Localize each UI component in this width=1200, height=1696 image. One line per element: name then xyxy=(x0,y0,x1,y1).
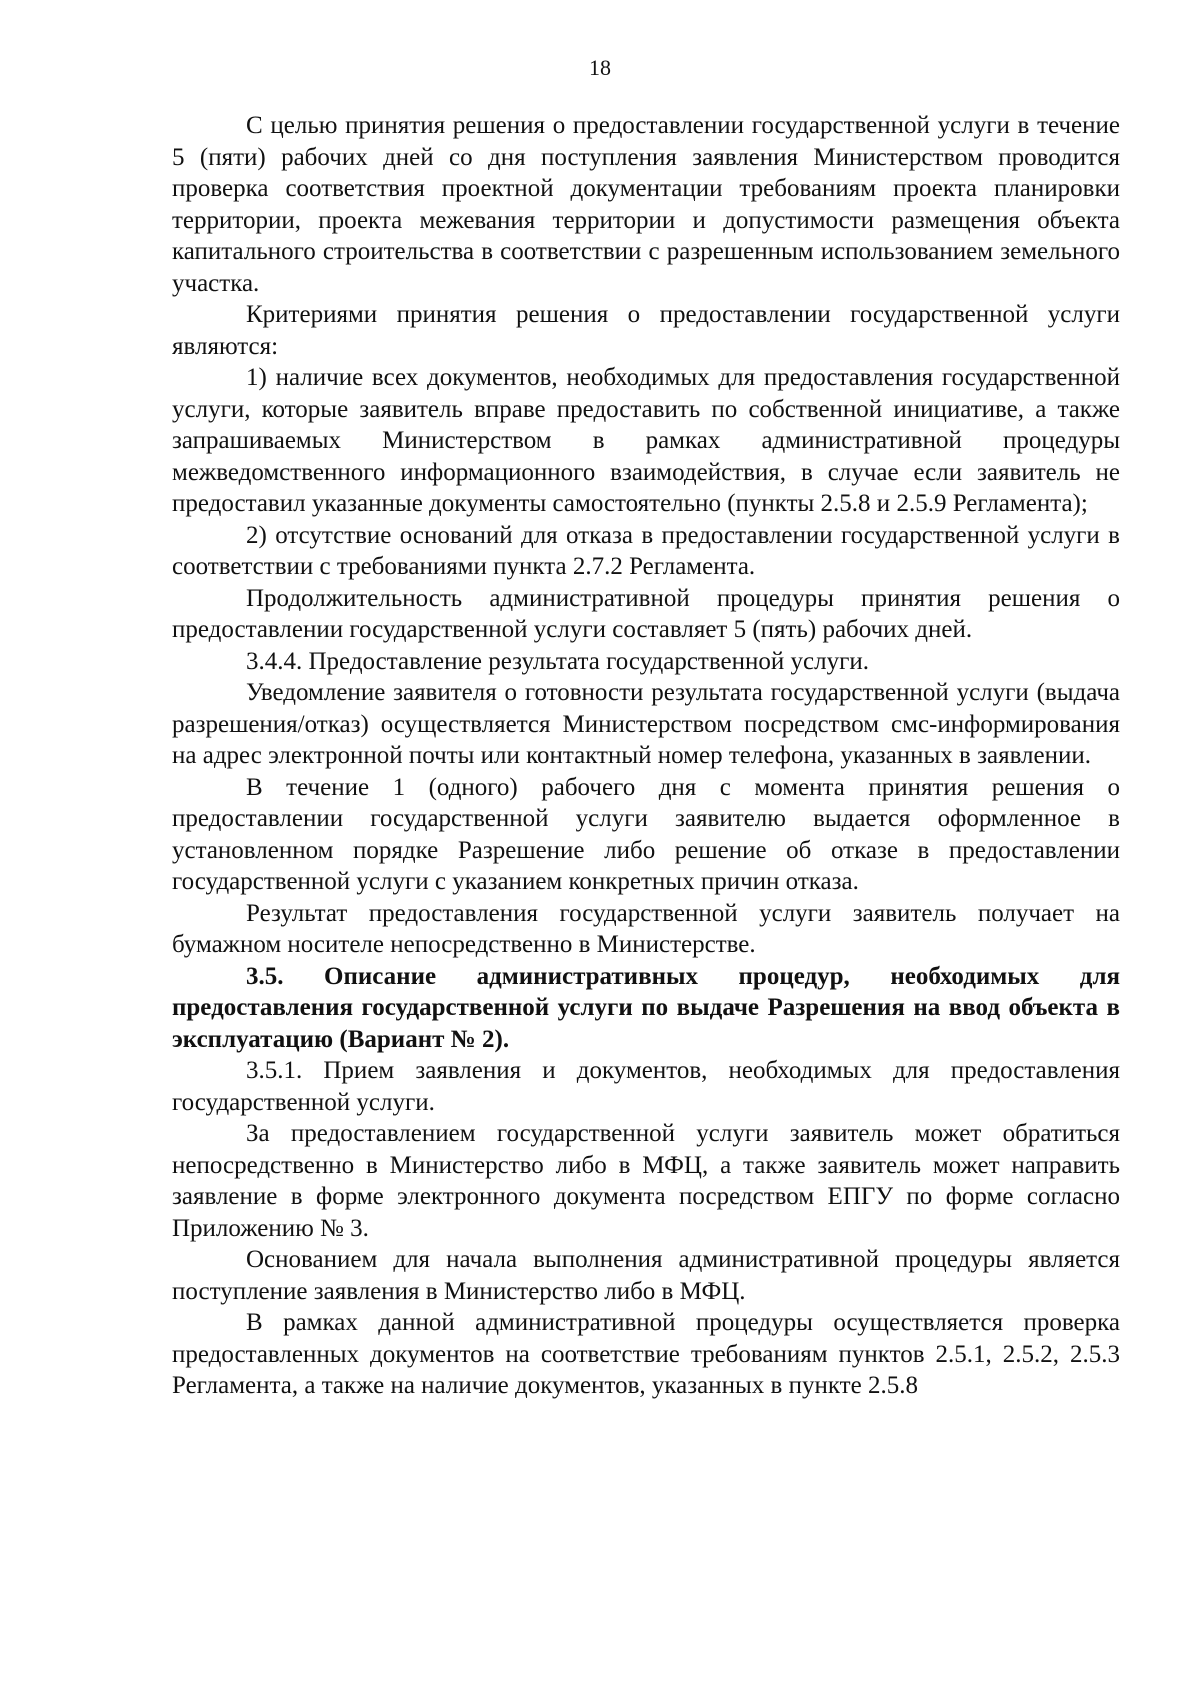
paragraph: Уведомление заявителя о готовности результата государственной услуги (выдача разрешения/отказ) осуществляется Министерством посредством смс-информирования на адрес электронной почты или контактный номер телефона, указанных в заявлении. xyxy=(172,679,1120,769)
paragraph: В рамках данной административной процедуры осуществляется проверка предоставленных документов на соответствие требованиям пунктов 2.5.1, 2.5.2, 2.5.3 Регламента, а также на наличие документов, указанных в пункте 2.5.8 xyxy=(172,1309,1120,1399)
page-number: 18 xyxy=(589,55,611,80)
paragraph: С целью принятия решения о предоставлении государственной услуги в течение 5 (пяти) рабочих дней со дня поступления заявления Министерством проводится проверка соответствия проектной документации требованиям проекта планировки территории, проекта межевания территории и допустимости размещения объекта капитального строительства в соответствии с разрешенным использованием земельного участка. xyxy=(172,112,1120,297)
paragraph: Продолжительность административной процедуры принятия решения о предоставлении государственной услуги составляет 5 (пять) рабочих дней. xyxy=(172,584,1120,643)
section-heading: 3.4.4. Предоставление результата государственной услуги. xyxy=(246,647,869,675)
paragraph: Основанием для начала выполнения административной процедуры является поступление заявления в Министерство либо в МФЦ. xyxy=(172,1246,1120,1305)
paragraph: В течение 1 (одного) рабочего дня с момента принятия решения о предоставлении государственной услуги заявителю выдается оформленное в установленном порядке Разрешение либо решение об отказе в предоставлении государственной услуги с указанием конкретных причин отказа. xyxy=(172,773,1120,895)
section-heading: 3.5.1. Прием заявления и документов, необходимых для предоставления государственной услуги. xyxy=(172,1057,1120,1116)
paragraph: Результат предоставления государственной услуги заявитель получает на бумажном носителе непосредственно в Министерстве. xyxy=(172,899,1120,958)
list-item: 1) наличие всех документов, необходимых для предоставления государственной услуги, которые заявитель вправе предоставить по собственной инициативе, а также запрашиваемых Министерством в рамках административной процедуры межведомственного информационного взаимодействия, в случае если заявитель не предоставил указанные документы самостоятельно (пункты 2.5.8 и 2.5.9 Регламента); xyxy=(172,364,1120,517)
paragraph: За предоставлением государственной услуги заявитель может обратиться непосредственно в Министерство либо в МФЦ, а также заявитель может направить заявление в форме электронного документа посредством ЕПГУ по форме согласно Приложению № 3. xyxy=(172,1120,1120,1242)
list-item: 2) отсутствие оснований для отказа в предоставлении государственной услуги в соответствии с требованиями пункта 2.7.2 Регламента. xyxy=(172,521,1120,580)
document-body xyxy=(172,110,1120,1402)
bold-section-heading: 3.5. Описание административных процедур, необходимых для предоставления государственной услуги по выдаче Разрешения на ввод объекта в эксплуатацию (Вариант № 2). xyxy=(172,962,1120,1053)
paragraph: Критериями принятия решения о предоставлении государственной услуги являются: xyxy=(172,301,1120,360)
